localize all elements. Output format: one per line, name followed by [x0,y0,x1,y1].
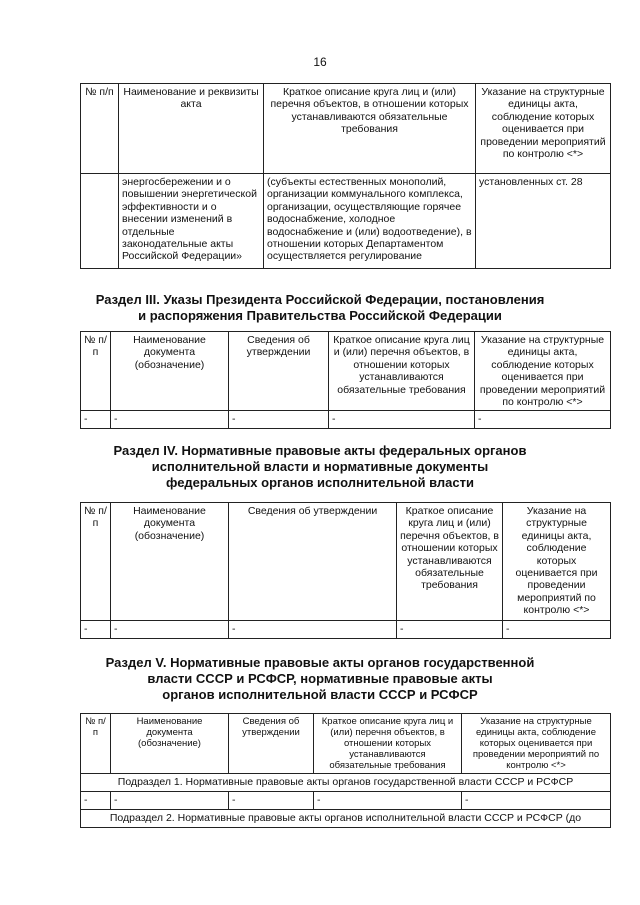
table-cell: - [81,621,111,639]
table-section-3 [80,331,611,429]
title-line: исполнительной власти и нормативные документы [151,459,489,474]
header-cell: Сведения об утверждении [229,714,314,774]
table-cell: - [397,621,503,639]
header-cell: № п/п [81,503,111,621]
table-cell: - [111,621,229,639]
page-number: 16 [313,55,327,69]
title-line: и распоряжения Правительства Российской Федерации [138,308,502,323]
header-cell: № п/п [81,714,111,774]
header-cell: Сведения об утверждении [229,503,397,621]
header-cell: Наименование документа (обозначение) [111,332,229,411]
table-cell: - [314,792,462,810]
title-line: федеральных органов исполнительной власти [166,475,474,490]
header-cell: Указание на структурные единицы акта, соблюдение которых оценивается при проведении мероприятий по контролю <*> [475,332,611,411]
table-row [81,621,611,639]
table-row [81,411,611,429]
subsection-1-title: Подраздел 1. Нормативные правовые акты органов государственной власти СССР и РСФСР [81,774,611,792]
table-cell: - [475,411,611,429]
table-row [81,792,611,810]
section-4-title [60,443,580,491]
header-cell: № п/п [81,332,111,411]
table-cell: - [81,411,111,429]
table-cell: - [111,411,229,429]
table-cell: - [329,411,475,429]
header-cell: Наименование и реквизиты акта [119,84,264,174]
title-line: власти СССР и РСФСР, нормативные правовые акты [147,671,493,686]
title-line: Раздел IV. Нормативные правовые акты федеральных органов [113,443,527,458]
header-cell: Указание на структурные единицы акта, соблюдение которых оценивается при проведении мероприятий по контролю <*> [503,503,611,621]
table-cell: (субъекты естественных монополий, организации коммунального комплекса, организации, осуществляющие горячее водоснабжение, холодное водоснабжение и (или) водоотведение), в отношении которых Департаментом осуществляется регулирование [264,174,476,269]
header-cell: Краткое описание круга лиц и (или) перечня объектов, в отношении которых устанавливаются обязательные требования [397,503,503,621]
table-cell: энергосбережении и о повышении энергетической эффективности и о внесении изменений в отдельные законодательные акты Российской Федерации» [119,174,264,269]
header-cell: Указание на структурные единицы акта, соблюдение которых оценивается при проведении мероприятий по контролю <*> [476,84,611,174]
title-line: Раздел III. Указы Президента Российской Федерации, постановления [95,292,545,307]
table-cell: - [503,621,611,639]
header-cell: Наименование документа (обозначение) [111,503,229,621]
section-5-title [60,655,580,703]
table-section-4 [80,502,611,639]
subsection-row [81,810,611,828]
table-header-row [81,332,611,411]
header-cell: Краткое описание круга лиц и (или) перечня объектов, в отношении которых устанавливаются обязательные требования [314,714,462,774]
table-cell: - [81,792,111,810]
subsection-row [81,774,611,792]
table-header-row [81,84,611,174]
header-cell: Краткое описание круга лиц и (или) перечня объектов, в отношении которых устанавливаются обязательные требования [329,332,475,411]
header-cell: Краткое описание круга лиц и (или) перечня объектов, в отношении которых устанавливаются обязательные требования [264,84,476,174]
header-cell: Сведения об утверждении [229,332,329,411]
table-header-row [81,714,611,774]
title-line: Раздел V. Нормативные правовые акты органов государственной [105,655,535,670]
table-cell: - [111,792,229,810]
table-header-row [81,503,611,621]
title-line: органов исполнительной власти СССР и РСФСР [162,687,478,702]
table-cell: - [462,792,611,810]
subsection-2-title: Подраздел 2. Нормативные правовые акты органов исполнительной власти СССР и РСФСР (до [81,810,611,828]
table-cell [81,174,119,269]
section-3-title [60,292,580,324]
table-row [81,174,611,269]
table-cell: установленных ст. 28 [476,174,611,269]
table-continuation [80,83,611,269]
table-cell: - [229,792,314,810]
header-cell: Наименование документа (обозначение) [111,714,229,774]
table-cell: - [229,621,397,639]
header-cell: № п/п [81,84,119,174]
table-section-5 [80,713,611,828]
table-cell: - [229,411,329,429]
header-cell: Указание на структурные единицы акта, соблюдение которых оценивается при проведении мероприятий по контролю <*> [462,714,611,774]
